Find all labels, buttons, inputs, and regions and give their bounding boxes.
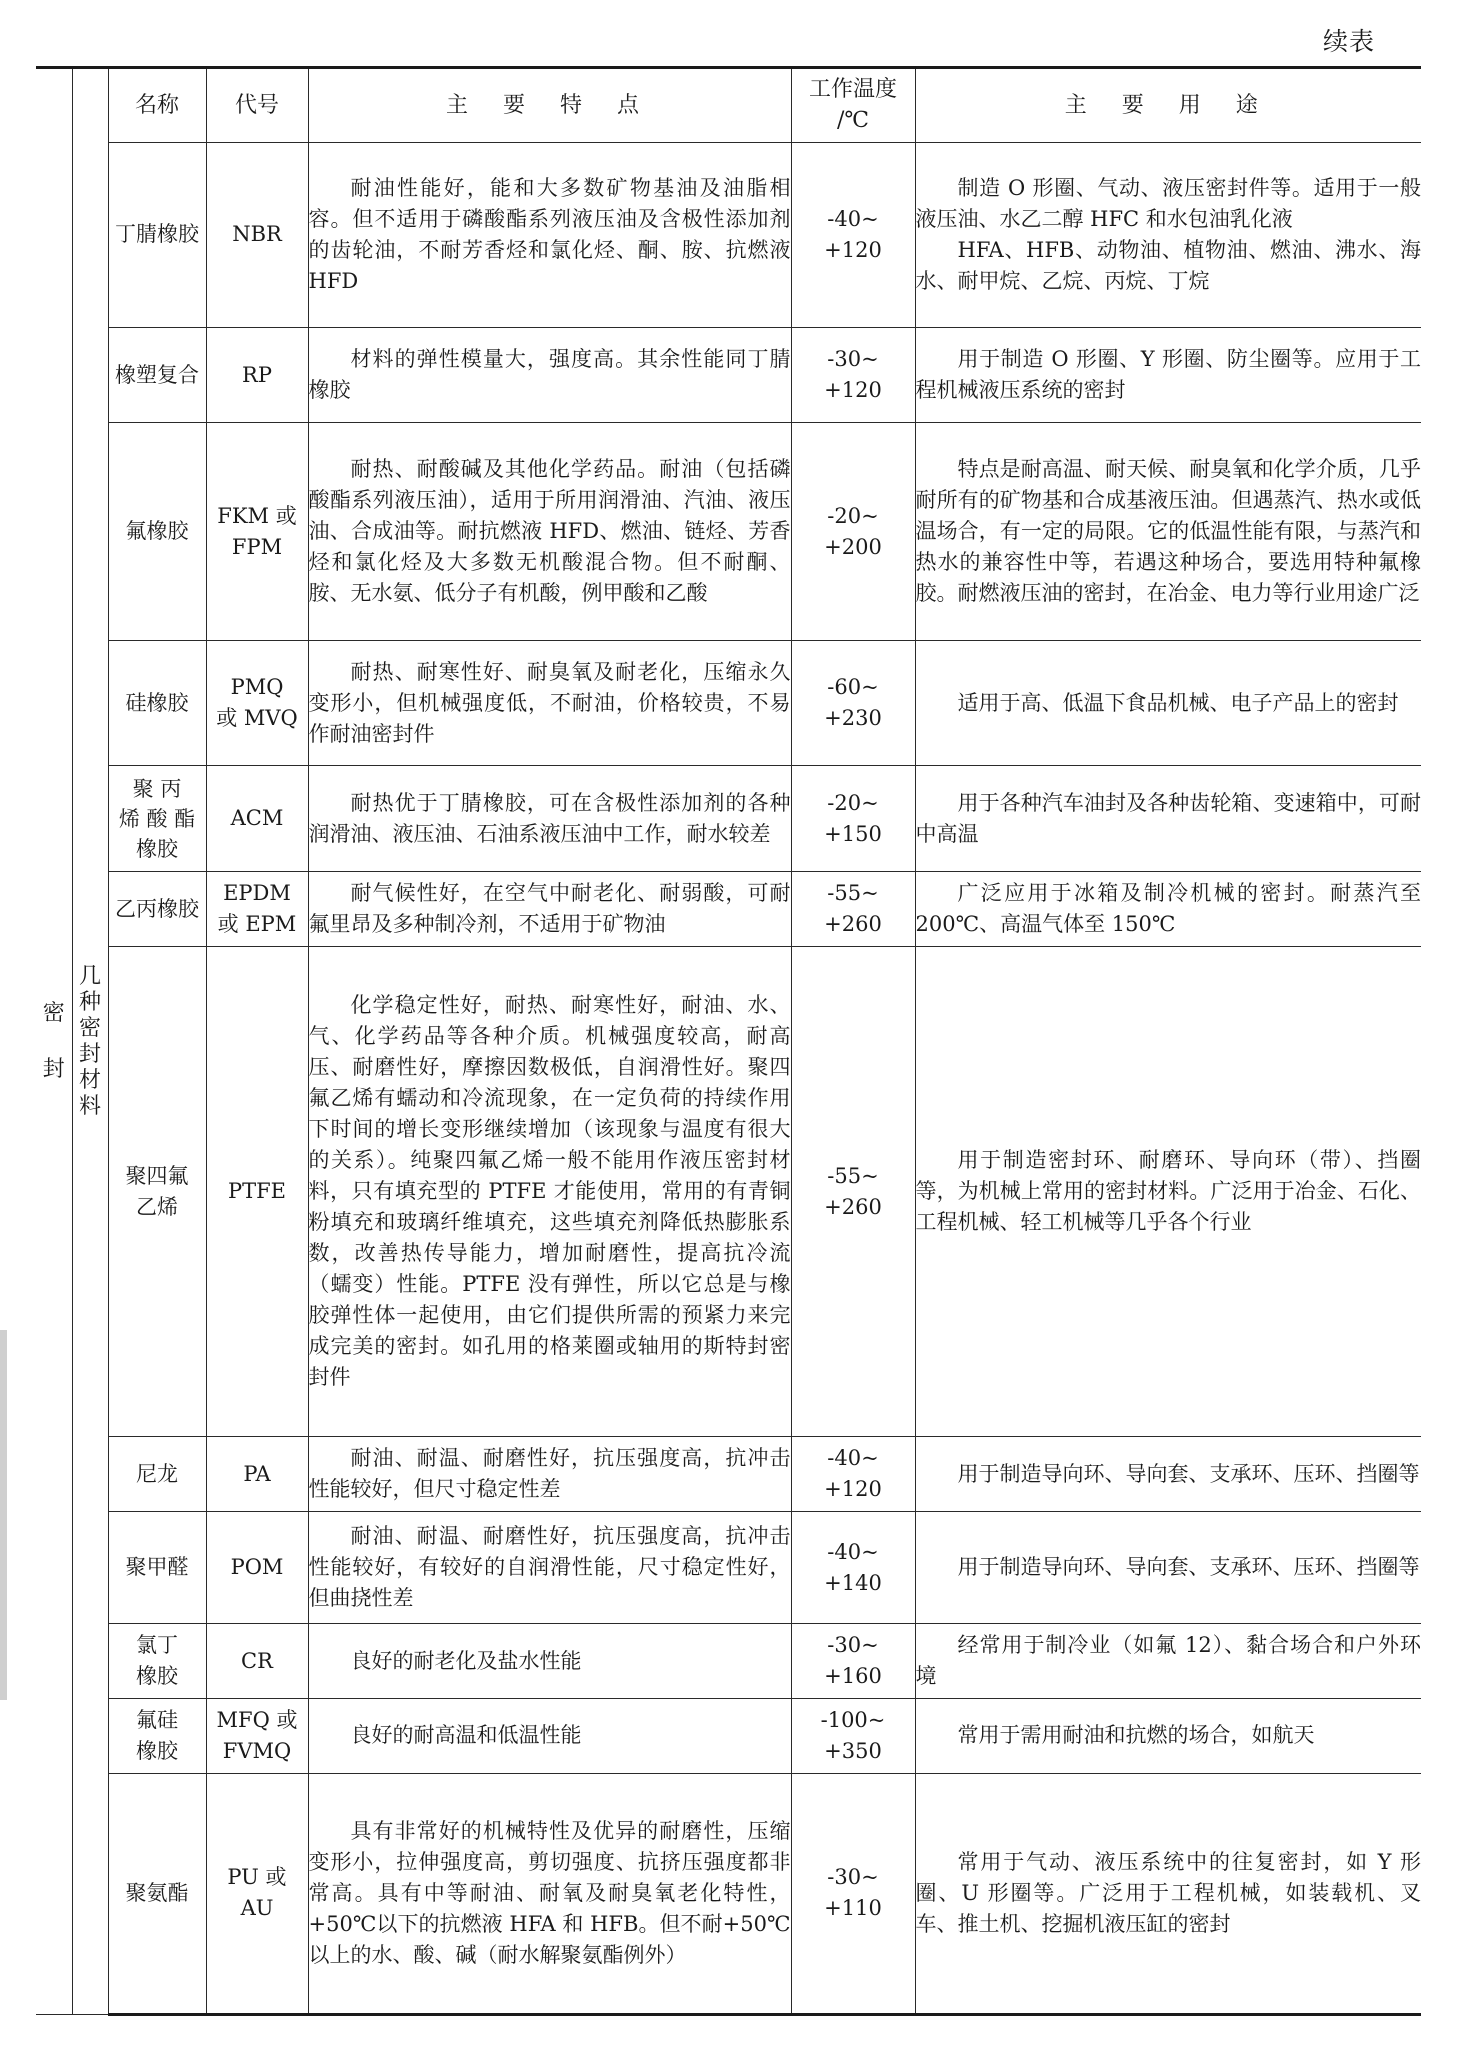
category-char: 密 [42, 1000, 65, 1026]
category-cell [36, 68, 72, 2015]
material-name: 聚甲醛 [108, 1512, 206, 1624]
material-uses: 用于制造密封环、耐磨环、导向环（带）、挡圈等，为机械上常用的密封材料。广泛用于冶金、石化、工程机械、轻工机械等几乎各个行业 [915, 946, 1421, 1436]
material-name: 硅橡胶 [108, 641, 206, 766]
table-row [36, 423, 1421, 641]
material-code: PTFE [206, 946, 308, 1436]
material-temp: -30~ +160 [791, 1624, 915, 1699]
material-uses: 制造 O 形圈、气动、液压密封件等。适用于一般液压油、水乙二醇 HFC 和水包油乳化液 HFA、HFB、动物油、植物油、燃油、沸水、海水、耐甲烷、乙烷、丙烷、丁烷 [915, 142, 1421, 327]
material-temp: -40~ +140 [791, 1512, 915, 1624]
material-name: 聚氨酯 [108, 1773, 206, 2014]
material-name: 聚 丙 烯 酸 酯 橡胶 [108, 766, 206, 872]
category-char: 封 [42, 1056, 65, 1082]
material-code: EPDM 或 EPM [206, 872, 308, 947]
table-row [36, 142, 1421, 327]
material-code: POM [206, 1512, 308, 1624]
material-features: 耐油、耐温、耐磨性好，抗压强度高，抗冲击性能较好，但尺寸稳定性差 [308, 1437, 791, 1512]
material-name: 氟橡胶 [108, 423, 206, 641]
table-row [36, 872, 1421, 947]
material-code: FKM 或 FPM [206, 423, 308, 641]
material-temp: -100~ +350 [791, 1699, 915, 1774]
material-uses: 适用于高、低温下食品机械、电子产品上的密封 [915, 641, 1421, 766]
material-features: 良好的耐老化及盐水性能 [308, 1624, 791, 1699]
material-uses: 广泛应用于冰箱及制冷机械的密封。耐蒸汽至 200℃、高温气体至 150℃ [915, 872, 1421, 947]
material-features: 耐热优于丁腈橡胶，可在含极性添加剂的各种润滑油、液压油、石油系液压油中工作，耐水较差 [308, 766, 791, 872]
table-row [36, 766, 1421, 872]
material-temp: -60~ +230 [791, 641, 915, 766]
material-features: 耐气候性好，在空气中耐老化、耐弱酸，可耐氟里昂及多种制冷剂，不适用于矿物油 [308, 872, 791, 947]
material-uses: 特点是耐高温、耐天候、耐臭氧和化学介质，几乎耐所有的矿物基和合成基液压油。但遇蒸汽、热水或低温场合，有一定的局限。它的低温性能有限，与蒸汽和热水的兼容性中等，若遇这种场合，要选用特种氟橡胶。耐燃液压油的密封，在冶金、电力等行业用途广泛 [915, 423, 1421, 641]
material-temp: -55~ +260 [791, 946, 915, 1436]
header-row [36, 68, 1421, 143]
table-row [36, 641, 1421, 766]
table-row [36, 327, 1421, 423]
material-uses: 用于各种汽车油封及各种齿轮箱、变速箱中，可耐中高温 [915, 766, 1421, 872]
material-temp: -20~ +200 [791, 423, 915, 641]
material-name: 氯丁 橡胶 [108, 1624, 206, 1699]
material-code: MFQ 或 FVMQ [206, 1699, 308, 1774]
material-temp: -20~ +150 [791, 766, 915, 872]
material-uses: 经常用于制冷业（如氟 12）、黏合场合和户外环境 [915, 1624, 1421, 1699]
material-temp: -30~ +110 [791, 1773, 915, 2014]
header-temp: 工作温度 /℃ [791, 68, 915, 143]
table-row [36, 1512, 1421, 1624]
table-row [36, 1437, 1421, 1512]
table-row [36, 1699, 1421, 1774]
header-code: 代号 [206, 68, 308, 143]
material-uses: 常用于需用耐油和抗燃的场合，如航天 [915, 1699, 1421, 1774]
material-code: RP [206, 327, 308, 423]
table-row [36, 1624, 1421, 1699]
header-uses: 主 要 用 途 [915, 68, 1421, 143]
material-features: 耐热、耐酸碱及其他化学药品。耐油（包括磷酸酯系列液压油），适用于所用润滑油、汽油、液压油、合成油等。耐抗燃液 HFD、燃油、链烃、芳香烃和氯化烃及大多数无机酸混合物。但不耐酮、胺、无水氨、低分子有机酸，例甲酸和乙酸 [308, 423, 791, 641]
subcategory-cell: 几 种 密 封 材 料 [72, 68, 108, 2015]
material-temp: -40~ +120 [791, 142, 915, 327]
material-uses: 用于制造 O 形圈、Y 形圈、防尘圈等。应用于工程机械液压系统的密封 [915, 327, 1421, 423]
material-uses: 用于制造导向环、导向套、支承环、压环、挡圈等 [915, 1437, 1421, 1512]
material-code: PMQ 或 MVQ [206, 641, 308, 766]
material-name: 橡塑复合 [108, 327, 206, 423]
page-edge-mark [0, 1330, 7, 1700]
material-features: 耐油性能好，能和大多数矿物基油及油脂相容。但不适用于磷酸酯系列液压油及含极性添加剂的齿轮油，不耐芳香烃和氯化烃、酮、胺、抗燃液 HFD [308, 142, 791, 327]
material-name: 乙丙橡胶 [108, 872, 206, 947]
material-temp: -40~ +120 [791, 1437, 915, 1512]
table-row [36, 1773, 1421, 2014]
material-name: 聚四氟 乙烯 [108, 946, 206, 1436]
material-code: PA [206, 1437, 308, 1512]
material-name: 丁腈橡胶 [108, 142, 206, 327]
material-code: ACM [206, 766, 308, 872]
material-temp: -55~ +260 [791, 872, 915, 947]
material-name: 尼龙 [108, 1437, 206, 1512]
material-uses: 常用于气动、液压系统中的往复密封，如 Y 形圈、U 形圈等。广泛用于工程机械，如装载机、叉车、推土机、挖掘机液压缸的密封 [915, 1773, 1421, 2014]
material-temp: -30~ +120 [791, 327, 915, 423]
material-uses: 用于制造导向环、导向套、支承环、压环、挡圈等 [915, 1512, 1421, 1624]
material-features: 具有非常好的机械特性及优异的耐磨性，压缩变形小，拉伸强度高，剪切强度、抗挤压强度都非常高。具有中等耐油、耐氧及耐臭氧老化特性，+50℃以下的抗燃液 HFA 和 HFB。但不耐+50℃以上的水、酸、碱（耐水解聚氨酯例外） [308, 1773, 791, 2014]
header-name: 名称 [108, 68, 206, 143]
material-features: 耐油、耐温、耐磨性好，抗压强度高，抗冲击性能较好，有较好的自润滑性能，尺寸稳定性好，但曲挠性差 [308, 1512, 791, 1624]
material-name: 氟硅 橡胶 [108, 1699, 206, 1774]
material-code: NBR [206, 142, 308, 327]
material-features: 材料的弹性模量大，强度高。其余性能同丁腈橡胶 [308, 327, 791, 423]
material-features: 化学稳定性好，耐热、耐寒性好，耐油、水、气、化学药品等各种介质。机械强度较高，耐高压、耐磨性好，摩擦因数极低，自润滑性好。聚四氟乙烯有蠕动和冷流现象，在一定负荷的持续作用下时间的增长变形继续增加（该现象与温度有很大的关系）。纯聚四氟乙烯一般不能用作液压密封材料，只有填充型的 PTFE 才能使用，常用的有青铜粉填充和玻璃纤维填充，这些填充剂降低热膨胀系数，改善热传导能力，增加耐磨性，提高抗冷流（蠕变）性能。PTFE 没有弹性，所以它总是与橡胶弹性体一起使用，由它们提供所需的预紧力来完成完美的密封。如孔用的格莱圈或轴用的斯特封密封件 [308, 946, 791, 1436]
material-features: 耐热、耐寒性好、耐臭氧及耐老化，压缩永久变形小，但机械强度低，不耐油，价格较贵，不易作耐油密封件 [308, 641, 791, 766]
material-code: PU 或 AU [206, 1773, 308, 2014]
material-code: CR [206, 1624, 308, 1699]
table-row [36, 946, 1421, 1436]
header-features: 主 要 特 点 [308, 68, 791, 143]
seal-materials-table [36, 66, 1421, 2016]
continued-label: 续表 [1322, 27, 1375, 56]
material-features: 良好的耐高温和低温性能 [308, 1699, 791, 1774]
